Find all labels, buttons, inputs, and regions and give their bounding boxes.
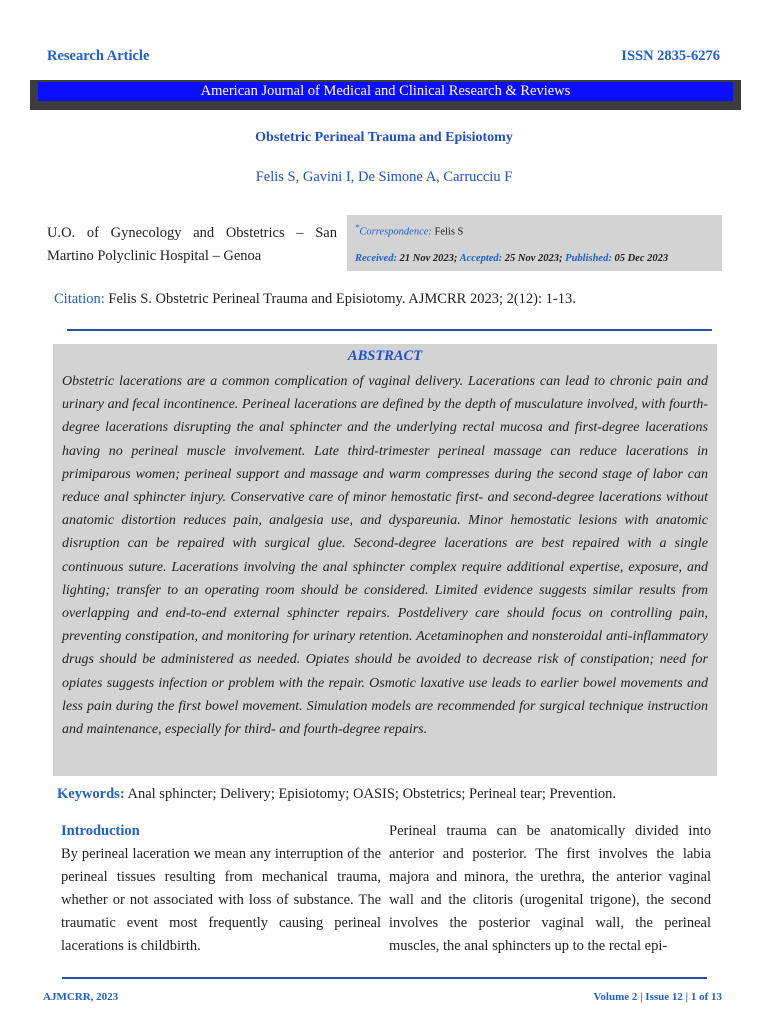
correspondence-label: Correspondence: — [359, 226, 432, 238]
issn-label: ISSN 2835-6276 — [621, 48, 720, 64]
footer-page-info: Volume 2 | Issue 12 | 1 of 13 — [593, 991, 722, 1003]
citation-text: Felis S. Obstetric Perineal Trauma and Episiotomy. AJMCRR 2023; 2(12): 1-13. — [108, 291, 576, 307]
body-column-right — [389, 820, 711, 958]
keywords — [57, 786, 616, 803]
abstract-text: Obstetric lacerations are a common complication of vaginal delivery. Lacerations can lead to chronic pain and urinary and fecal incontinence. Perineal lacerations are defined by the depth of musculature involved, with fourth-degree lacerations disrupting the anal sphincter and the underlying rectal mucosa and first-degree lacerations having no perineal muscle involvement. Late third-trimester perineal massage can reduce lacerations in primiparous women; perineal support and massage and warm compresses during the second stage of labor can reduce anal sphincter injury. Conservative care of minor hemostatic first- and second-degree lacerations without anatomic distortion reduces pain, analgesia use, and dyspareunia. Minor hemostatic lesions with anatomic disruption can be repaired with surgical glue. Second-degree lacerations are best repaired with a single continuous suture. Lacerations involving the anal sphincter complex require additional expertise, exposure, and lighting; transfer to an operating room should be considered. Limited evidence suggests similar results from overlapping and end-to-end external sphincter repairs. Postdelivery care should focus on controlling pain, preventing constipation, and monitoring for urinary retention. Acetaminophen and nonsteroidal anti-inflammatory drugs should be administered as needed. Opiates should be avoided to decrease risk of constipation; need for opiates suggests infection or problem with the repair. Osmotic laxative use leads to earlier bowel movements and less pain during the first bowel movement. Simulation models are recommended for surgical technique instruction and maintenance, especially for third- and fourth-degree repairs. — [62, 374, 708, 738]
body-column-left — [61, 820, 381, 958]
correspondence-line — [355, 220, 714, 240]
article-title: Obstetric Perineal Trauma and Episiotomy — [255, 130, 513, 145]
abstract-box — [53, 344, 717, 776]
divider-bottom — [62, 977, 707, 979]
journal-banner — [30, 80, 741, 110]
correspondence-marker: * — [355, 222, 360, 232]
article-type-label: Research Article — [47, 48, 150, 64]
body-paragraph-left: By perineal laceration we mean any interruption of the perineal tissues resulting from mechanical trauma, whether or not associated with loss of substance. The traumatic event most frequently causing perineal lacerations is childbirth. — [61, 846, 381, 954]
dates-line — [355, 252, 714, 266]
received-date: 21 Nov 2023; — [399, 252, 458, 264]
body-paragraph-right: Perineal trauma can be anatomically divided into anterior and posterior. The first involves the labia majora and minora, the urethra, the anterior vaginal wall and the clitoris (urogenital trigone), the second involves the posterior vaginal wall, the perineal muscles, the anal sphincters up to the rectal epi- — [389, 823, 711, 954]
citation-label: Citation: — [54, 291, 105, 307]
correspondence-name: Felis S — [434, 226, 464, 238]
citation — [54, 291, 576, 308]
published-date: 05 Dec 2023 — [614, 252, 669, 264]
correspondence-box — [347, 215, 722, 271]
author-list: Felis S, Gavini I, De Simone A, Carrucciu F — [255, 169, 513, 185]
keywords-text: Anal sphincter; Delivery; Episiotomy; OASIS; Obstetrics; Perineal tear; Prevention. — [127, 786, 616, 802]
footer-journal: AJMCRR, 2023 — [43, 991, 119, 1003]
keywords-label: Keywords: — [57, 786, 125, 802]
introduction-heading: Introduction — [61, 823, 140, 839]
journal-name: American Journal of Medical and Clinical Research & Reviews — [38, 82, 733, 101]
abstract-heading: ABSTRACT — [347, 348, 423, 364]
divider-top — [67, 329, 712, 331]
affiliation: U.O. of Gynecology and Obstetrics – San Martino Polyclinic Hospital – Genoa — [47, 225, 337, 264]
accepted-label: Accepted: — [459, 252, 503, 264]
published-label: Published: — [565, 252, 612, 264]
accepted-date: 25 Nov 2023; — [504, 252, 563, 264]
received-label: Received: — [355, 252, 397, 264]
